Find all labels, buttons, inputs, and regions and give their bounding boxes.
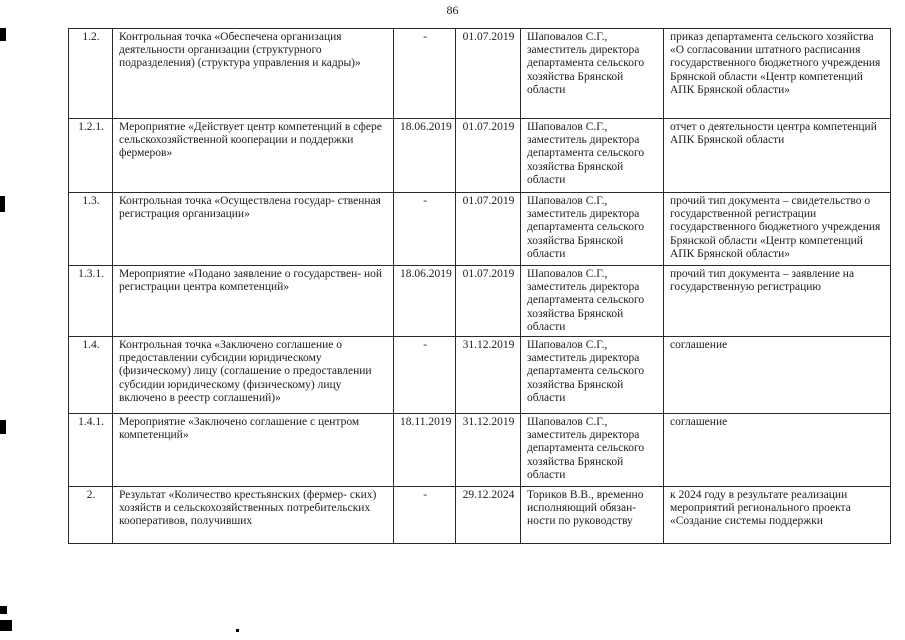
start-date-cell: -	[394, 193, 456, 266]
row-number-cell: 1.3.1.	[69, 266, 113, 337]
end-date-cell: 29.12.2024	[456, 487, 521, 544]
row-number-cell: 1.2.	[69, 29, 113, 119]
scan-artifact	[0, 606, 7, 614]
responsible-cell: Шаповалов С.Г., заместитель директора департамента сельского хозяйства Брянской области	[521, 337, 664, 414]
end-date-cell: 01.07.2019	[456, 266, 521, 337]
document-cell: отчет о деятельности центра компетенций АПК Брянской области	[664, 119, 891, 193]
end-date-cell: 01.07.2019	[456, 119, 521, 193]
responsible-cell: Шаповалов С.Г., заместитель директора департамента сельского хозяйства Брянской области	[521, 266, 664, 337]
document-cell: прочий тип документа – заявление на государственную регистрацию	[664, 266, 891, 337]
scan-artifact	[0, 420, 6, 434]
table-row	[69, 337, 891, 414]
document-cell: прочий тип документа – свидетельство о государственной регистрации государственного бюджетного учреждения Брянской области «Центр компетенций АПК Брянской области»	[664, 193, 891, 266]
start-date-cell: -	[394, 337, 456, 414]
row-number-cell: 1.2.1.	[69, 119, 113, 193]
document-cell: к 2024 году в результате реализации мероприятий регионального проекта «Создание системы поддержки	[664, 487, 891, 544]
table-row	[69, 29, 891, 119]
document-cell: соглашение	[664, 337, 891, 414]
description-cell: Результат «Количество крестьянских (фермер- ских) хозяйств и сельскохозяйственных потребительских кооперативов, получивших	[113, 487, 394, 544]
table-row	[69, 119, 891, 193]
scan-artifact	[0, 196, 5, 212]
start-date-cell: 18.06.2019	[394, 266, 456, 337]
row-number-cell: 1.4.	[69, 337, 113, 414]
description-cell: Контрольная точка «Обеспечена организация деятельности организации (структурного подразделения) (структура управления и кадры)»	[113, 29, 394, 119]
start-date-cell: -	[394, 487, 456, 544]
row-number-cell: 1.3.	[69, 193, 113, 266]
description-cell: Контрольная точка «Заключено соглашение о предоставлении субсидии юридическому (физическому) лицу (соглашение о предоставлении субсидии юридическому (физическому) лицу включено в реестр соглашений)»	[113, 337, 394, 414]
scan-artifact	[0, 620, 12, 631]
row-number-cell: 1.4.1.	[69, 414, 113, 487]
project-milestones-table	[68, 28, 891, 544]
document-cell: приказ департамента сельского хозяйства «О согласовании штатного расписания государственного бюджетного учреждения Брянской области «Центр компетенций АПК Брянской области»	[664, 29, 891, 119]
responsible-cell: Шаповалов С.Г., заместитель директора департамента сельского хозяйства Брянской области	[521, 414, 664, 487]
responsible-cell: Шаповалов С.Г., заместитель директора департамента сельского хозяйства Брянской области	[521, 193, 664, 266]
table-row	[69, 266, 891, 337]
document-cell: соглашение	[664, 414, 891, 487]
end-date-cell: 01.07.2019	[456, 193, 521, 266]
start-date-cell: 18.11.2019	[394, 414, 456, 487]
start-date-cell: 18.06.2019	[394, 119, 456, 193]
responsible-cell: Ториков В.В., временно исполняющий обязан- ности по руководству	[521, 487, 664, 544]
row-number-cell: 2.	[69, 487, 113, 544]
table-row	[69, 193, 891, 266]
scan-artifact	[236, 629, 239, 632]
description-cell: Мероприятие «Подано заявление о государствен- ной регистрации центра компетенций»	[113, 266, 394, 337]
end-date-cell: 31.12.2019	[456, 414, 521, 487]
table-row	[69, 487, 891, 544]
responsible-cell: Шаповалов С.Г., заместитель директора департамента сельского хозяйства Брянской области	[521, 29, 664, 119]
responsible-cell: Шаповалов С.Г., заместитель директора департамента сельского хозяйства Брянской области	[521, 119, 664, 193]
description-cell: Мероприятие «Действует центр компетенций в сфере сельскохозяйственной кооперации и поддержки фермеров»	[113, 119, 394, 193]
page-number: 86	[446, 3, 459, 17]
end-date-cell: 31.12.2019	[456, 337, 521, 414]
description-cell: Контрольная точка «Осуществлена государ- ственная регистрация организации»	[113, 193, 394, 266]
start-date-cell: -	[394, 29, 456, 119]
table-row	[69, 414, 891, 487]
end-date-cell: 01.07.2019	[456, 29, 521, 119]
description-cell: Мероприятие «Заключено соглашение с центром компетенций»	[113, 414, 394, 487]
scan-artifact	[0, 28, 6, 41]
